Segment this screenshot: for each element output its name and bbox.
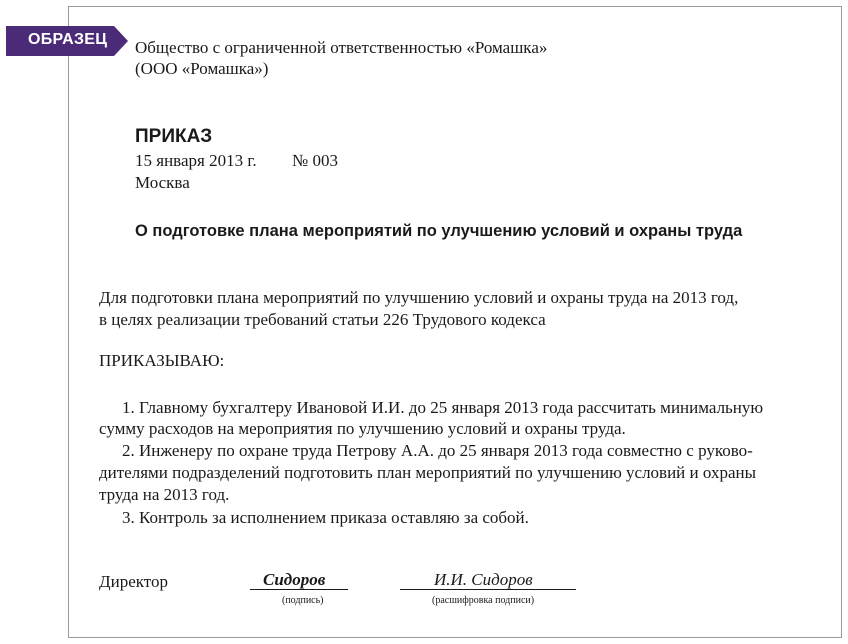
item-1-line-2: сумму расходов на мероприятия по улучшению условий и охраны труда. [99, 419, 626, 438]
order-number: № 003 [292, 151, 338, 170]
preamble-line-1: Для подготовки плана мероприятий по улучшению условий и охраны труда на 2013 год, [99, 288, 739, 307]
item-2-line-3: труда на 2013 год. [99, 485, 230, 504]
name-line [400, 589, 576, 590]
signature-caption: (подпись) [282, 595, 324, 606]
item-1-line-1: 1. Главному бухгалтеру Ивановой И.И. до 25 января 2013 года рассчитать минимальную [122, 398, 764, 417]
order-title: ПРИКАЗ [135, 126, 213, 147]
signature-handwritten: Сидоров [263, 570, 326, 589]
signature-position: Директор [99, 572, 168, 591]
item-3: 3. Контроль за исполнением приказа оставляю за собой. [122, 508, 529, 527]
item-2-line-2: дителями подразделений подготовить план мероприятий по улучшению условий и охраны [99, 463, 757, 482]
badge-label: ОБРАЗЕЦ [28, 31, 108, 48]
order-city: Москва [135, 173, 190, 192]
item-2-line-1: 2. Инженеру по охране труда Петрову А.А. до 25 января 2013 года совместно с руково- [122, 441, 753, 460]
preamble-line-2: в целях реализации требований статьи 226 Трудового кодекса [99, 310, 546, 329]
organization-short-name: (ООО «Ромашка») [135, 59, 269, 78]
sample-badge [6, 26, 128, 56]
signature-line [250, 589, 348, 590]
order-word: ПРИКАЗЫВАЮ: [99, 351, 225, 370]
order-date: 15 января 2013 г. [135, 151, 257, 170]
name-caption: (расшифровка подписи) [432, 595, 535, 606]
order-subject: О подготовке плана мероприятий по улучшению условий и охраны труда [135, 222, 743, 240]
organization-full-name: Общество с ограниченной ответственностью «Ромашка» [135, 38, 548, 57]
signature-full-name: И.И. Сидоров [434, 570, 533, 589]
